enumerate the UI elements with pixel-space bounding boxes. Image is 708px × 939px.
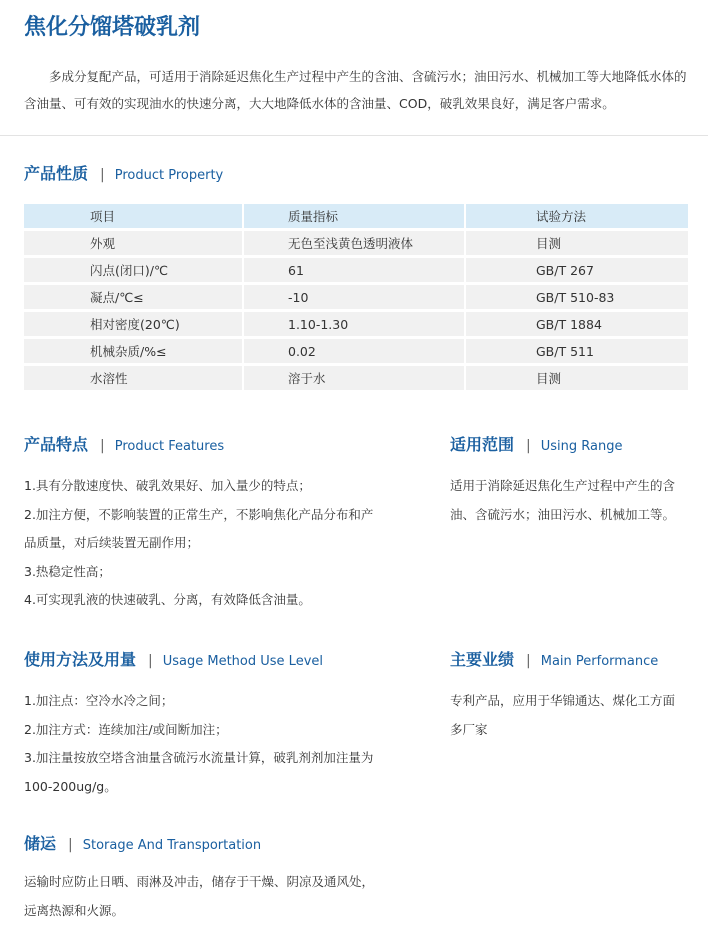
usage-list	[24, 687, 373, 801]
section-heading-performance	[450, 648, 658, 674]
performance-text	[450, 687, 675, 744]
list-item: 1.加注点：空冷水冷之间；	[24, 693, 174, 708]
table-row	[24, 366, 688, 390]
table-row	[24, 339, 688, 363]
text-line: 远离热源和火源。	[24, 902, 125, 918]
separator: |	[526, 438, 531, 454]
separator: |	[68, 837, 73, 853]
table-cell: 目测	[466, 366, 688, 390]
table-cell: 1.10-1.30	[244, 312, 466, 336]
intro-paragraph: 多成分复配产品，可适用于消除延迟焦化生产过程中产生的含油、含硫污水；油田污水、机械加工等大地降低水体的含油量、可有效的实现油水的快速分离，大大地降低水体的含油量、COD，破乳效果良好，满足客户需求。	[24, 69, 687, 111]
text-line: 适用于消除延迟焦化生产过程中产生的含	[450, 478, 676, 493]
table-row	[24, 285, 688, 309]
table-cell: -10	[244, 285, 466, 309]
table-header-row	[24, 204, 688, 228]
table-cell: 机械杂质/%≤	[24, 339, 244, 363]
text-line: 专利产品，应用于华锦通达、煤化工方面	[450, 693, 676, 708]
separator: |	[100, 167, 105, 183]
table-cell: 外观	[24, 231, 244, 255]
features-list	[24, 472, 373, 615]
section-heading-storage	[24, 832, 261, 858]
text-line: 运输时应防止日晒、雨淋及冲击，储存于干燥、阴凉及通风处，	[24, 874, 375, 889]
list-item: 品质量，对后续装置无副作用；	[24, 535, 200, 550]
column-header: 试验方法	[466, 204, 688, 228]
table-cell: GB/T 1884	[466, 312, 688, 336]
separator: |	[148, 653, 153, 669]
section-heading-property	[24, 162, 223, 188]
text-line: 油、含硫污水；油田污水、机械加工等。	[450, 506, 676, 522]
table-cell: 溶于水	[244, 366, 466, 390]
table-cell: GB/T 510-83	[466, 285, 688, 309]
section-title-cn: 适用范围	[450, 435, 515, 454]
table-cell: 水溶性	[24, 366, 244, 390]
section-heading-usage	[24, 648, 323, 674]
section-title-cn: 产品特点	[24, 435, 89, 454]
section-title-en: Product Features	[114, 439, 225, 454]
list-item: 4.可实现乳液的快速破乳、分离，有效降低含油量。	[24, 592, 311, 607]
property-table	[24, 201, 688, 393]
section-heading-features	[24, 433, 224, 459]
section-title-en: Storage And Transportation	[82, 838, 262, 853]
table-row	[24, 312, 688, 336]
section-title-cn: 储运	[24, 834, 57, 853]
list-item: 3.加注量按放空塔含油量含硫污水流量计算，破乳剂剂加注量为	[24, 750, 374, 765]
table-cell: 61	[244, 258, 466, 282]
table-cell: GB/T 267	[466, 258, 688, 282]
table-row	[24, 231, 688, 255]
separator: |	[526, 653, 531, 669]
table-cell: 相对密度(20℃)	[24, 312, 244, 336]
section-heading-range	[450, 433, 622, 459]
table-cell: 目测	[466, 231, 688, 255]
separator: |	[100, 438, 105, 454]
divider	[0, 135, 708, 136]
table-row	[24, 258, 688, 282]
list-item: 100-200ug/g。	[24, 778, 117, 794]
section-title-cn: 产品性质	[24, 164, 89, 183]
range-text	[450, 472, 675, 529]
table-cell: 0.02	[244, 339, 466, 363]
section-title-en: Product Property	[114, 168, 224, 183]
list-item: 2.加注方式：连续加注/或间断加注；	[24, 721, 228, 737]
list-item: 1.具有分散速度快、破乳效果好、加入量少的特点；	[24, 478, 311, 493]
section-title-en: Usage Method Use Level	[162, 654, 323, 669]
text-line: 多厂家	[450, 721, 488, 737]
column-header: 项目	[24, 204, 244, 228]
page-title: 焦化分馏塔破乳剂	[24, 15, 201, 40]
section-title-cn: 主要业绩	[450, 650, 515, 669]
storage-text	[24, 868, 374, 925]
section-title-cn: 使用方法及用量	[24, 650, 137, 669]
section-title-en: Main Performance	[540, 654, 659, 669]
table-cell: 凝点/℃≤	[24, 285, 244, 309]
table-cell: 无色至浅黄色透明液体	[244, 231, 466, 255]
list-item: 2.加注方便，不影响装置的正常生产，不影响焦化产品分布和产	[24, 506, 374, 522]
section-title-en: Using Range	[540, 439, 623, 454]
table-cell: 闪点(闭口)/℃	[24, 258, 244, 282]
table-cell: GB/T 511	[466, 339, 688, 363]
list-item: 3.热稳定性高；	[24, 563, 111, 579]
column-header: 质量指标	[244, 204, 466, 228]
